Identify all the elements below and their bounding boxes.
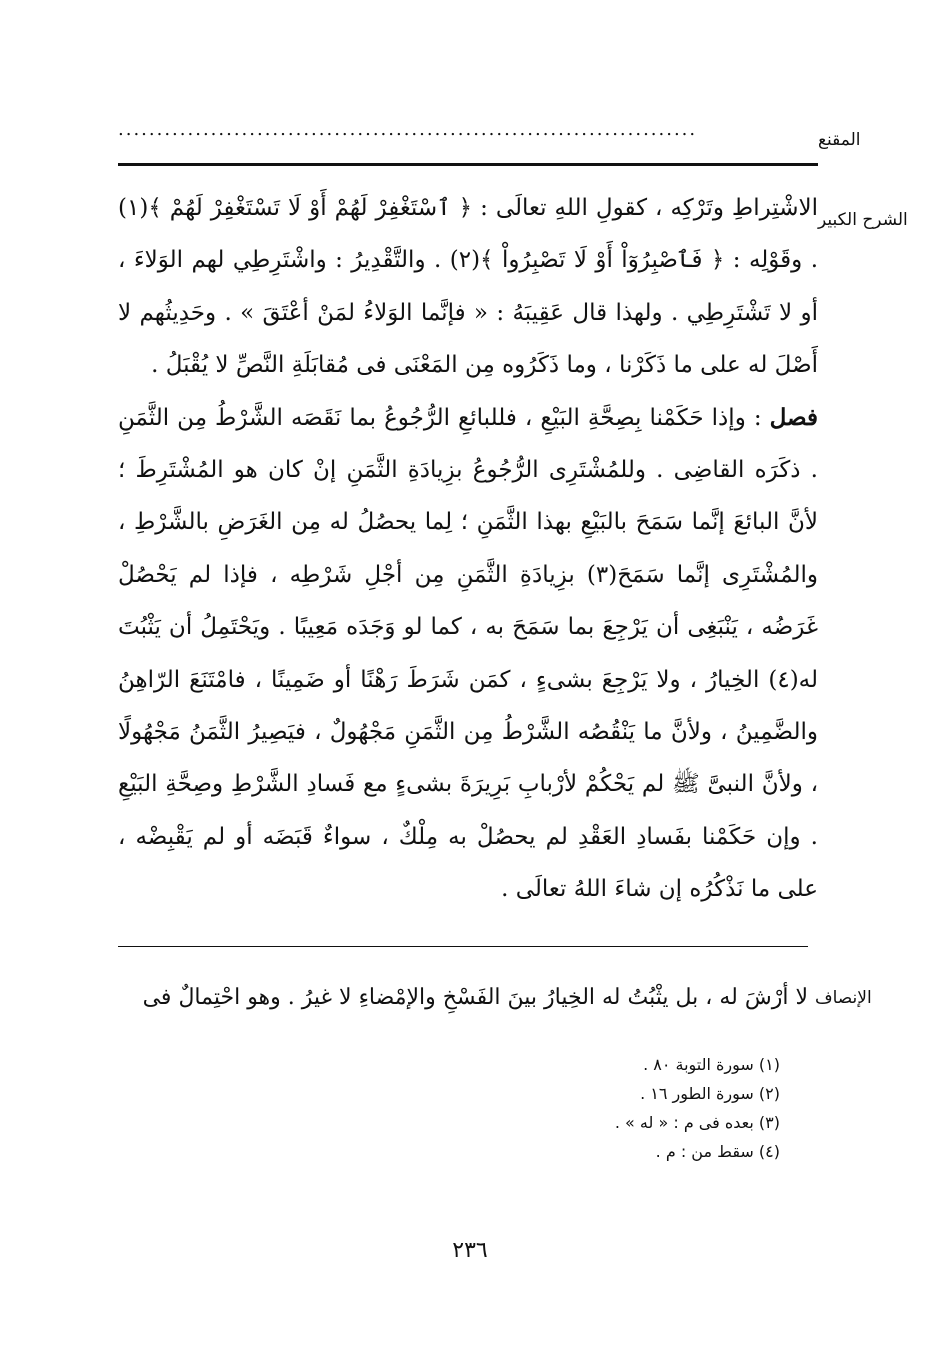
footnote-2: (٢) سورة الطور ١٦ . [640, 1084, 780, 1103]
page-number: ٢٣٦ [452, 1238, 488, 1263]
footnote-4: (٤) سقط من : م . [655, 1142, 780, 1161]
section-separator-rule [118, 946, 808, 947]
sharh-body [118, 182, 818, 916]
footnotes [500, 1050, 780, 1166]
footnote-1: (١) سورة التوبة ٨٠ . [643, 1055, 780, 1074]
footnote-3: (٣) بعده فى م : « له » . [614, 1113, 780, 1132]
header-dotted-line: ........................................................................... [118, 120, 698, 140]
sharh-paragraph-2 [118, 392, 818, 916]
fasl-heading: فصل [769, 403, 818, 431]
header-label-muqni: المقنع [818, 130, 861, 150]
sharh-paragraph-1: الاشْتِراطِ وتَرْكِه ، كقولِ اللهِ تعالَى : ﴿ ٱسْتَغْفِرْ لَهُمْ أَوْ لَا تَسْتَغْفِرْ لَهُمْ ﴾(١) . وقَوْلِه : ﴿ فَٱصْبِرُوٓاْ أَوْ لَا تَصْبِرُواْ ﴾(٢) . والتَّقْدِيرُ : واشْتَرِطِي لهم الوَلاءَ ، أو لا تَشْتَرِطِي . ولهذا قال عَقِيبَهُ : « فإنَّما الوَلاءُ لمَنْ أعْتَقَ » . وحَدِيثُهم لا أَصْلَ له على ما ذَكَرْنا ، وما ذَكَرُوه مِن المَعْنَى فى مُقابَلَةِ النَّصِّ لا يُقْبَلُ . [118, 195, 819, 379]
sharh-margin-label: الشرح الكبير [818, 210, 908, 230]
insaf-text: لا أرْشَ له ، بل يثْبُتُ له الخِيارُ بينَ الفَسْخِ والإمْضاءِ لا غيرُ . وهو احْتِمالٌ فى [142, 985, 808, 1010]
header-rule [118, 163, 818, 166]
insaf-margin-label: الإنصاف [815, 988, 872, 1008]
sharh-paragraph-2-text: : وإذا حَكَمْنا بِصِحَّةِ البَيْعِ ، فللبائعِ الرُّجُوعُ بما نَقَصَه الشَّرْطُ مِن الثَّمَنِ . ذكَرَه القاضِى . وللمُشْتَرِى الرُّجُوعُ بزِيادَةِ الثَّمَنِ إنْ كان هو المُشْتَرِطَ ؛ لأنَّ البائعَ إنَّما سَمَحَ بالبَيْعِ بهذا الثَّمَنِ ؛ لِما يحصُلُ له مِن الغَرَضِ بالشَّرْطِ ، والمُشْتَرِى إنَّما سَمَحَ(٣) بزِيادَةِ الثَّمَنِ مِن أجْلِ شَرْطِه ، فإذا لم يَحْصُلْ غَرَضُه ، يَنْبَغِى أن يَرْجِعَ بما سَمَحَ به ، كما لو وَجَدَه مَعِيبًا . ويَحْتَمِلُ أن يَثْبُتَ له(٤) الخِيارُ ، ولا يَرْجِعَ بشىءٍ ، كمَن شَرَطَ رَهْنًا أو ضَمِينًا ، فامْتَنَعَ الرّاهِنُ والضَّمِينُ ، ولأنَّ ما يَنْقُصُه الشَّرْطُ مِن الثَّمَنِ مَجْهُولٌ ، فيَصِيرُ الثَّمَنُ مَجْهُولًا ، ولأنَّ النبىَّ ﷺ لم يَحْكُمْ لأرْبابِ بَرِيرَةَ بشىءٍ مع فَسادِ الشَّرْطِ وصِحَّةِ البَيْعِ . وإن حَكَمْنا بفَسادِ العَقْدِ لم يحصُلْ به مِلْكٌ ، سواءٌ قَبَضَه أو لم يَقْبِضْه ، على ما نَذْكُرُه إن شاءَ اللهُ تعالَى . [118, 404, 818, 903]
